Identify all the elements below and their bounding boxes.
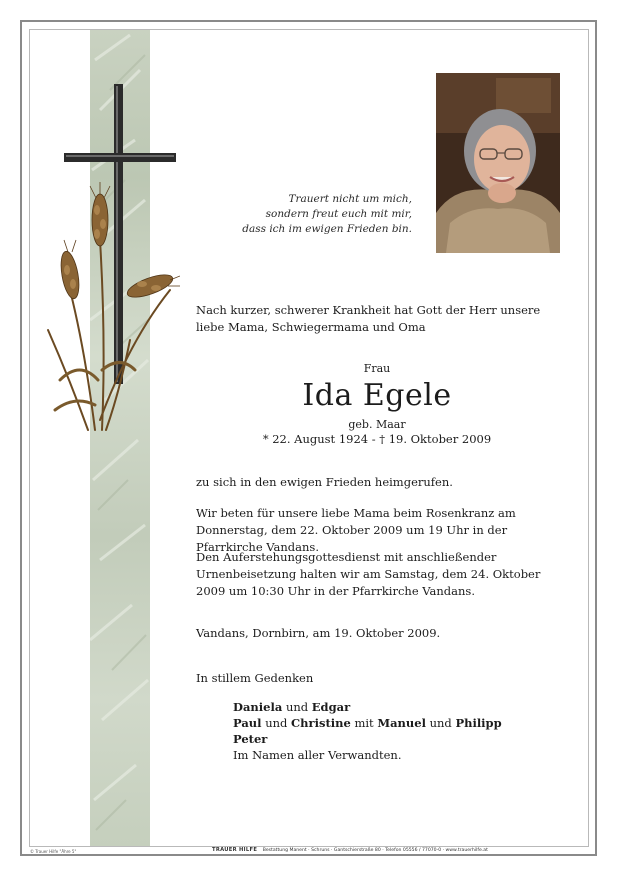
portrait-image [436, 73, 560, 253]
mourner-line [233, 731, 502, 747]
rosary-text: Wir beten für unsere liebe Mama beim Rosenkranz am Donnerstag, dem 22. Oktober 2009 um 19 Uhr in der Pfarrkirche Vandans. [196, 506, 516, 554]
mourner-name: Manuel [377, 716, 426, 730]
service-text: Den Auferstehungsgottesdienst mit anschließender Urnenbeisetzung halten wir am Samstag, dem 24. Oktober 2009 um 10:30 Uhr in der Pfarrkirche Vandans. [196, 550, 541, 598]
deceased-name: Ida Egele [302, 378, 452, 413]
verse-line: Trauert nicht um mich, [288, 193, 412, 205]
place-date-text: Vandans, Dornbirn, am 19. Oktober 2009. [196, 626, 441, 640]
closing-text: In stillem Gedenken [196, 671, 314, 685]
footer-details: Bestattung Manent · Schruns · Gantschierstraße 80 · Telefon 05556 / 77070-0 · www.trauerhilfe.at [262, 848, 488, 853]
mourner-name: Christine [291, 716, 351, 730]
mourner-name: Edgar [311, 700, 351, 714]
intro-text: Nach kurzer, schwerer Krankheit hat Gott der Herr unsere liebe Mama, Schwiegermama und Oma [196, 303, 541, 334]
called-home-text: zu sich in den ewigen Frieden heimgerufen. [196, 475, 453, 489]
conjunction: mit [354, 716, 374, 730]
mourner-name: Daniela [233, 700, 283, 714]
portrait-photo [436, 73, 560, 253]
mourner-name: Peter [233, 732, 268, 746]
footer-brand: TRAUER HILFE [212, 847, 258, 853]
memorial-verse [192, 192, 412, 237]
relatives-line: Im Namen aller Verwandten. [233, 748, 402, 762]
verse-line: dass ich im ewigen Frieden bin. [242, 223, 412, 235]
mourner-line [233, 699, 502, 715]
salutation: Frau [363, 362, 391, 375]
wheat-ears-icon [40, 180, 180, 440]
mourners-list [233, 699, 502, 763]
life-dates: * 22. August 1924 - † 19. Oktober 2009 [262, 432, 492, 446]
conjunction: und [285, 700, 309, 714]
conjunction: und [265, 716, 288, 730]
footer-imprint [212, 847, 488, 853]
birth-name: geb. Maar [348, 418, 406, 431]
mourner-line [233, 715, 502, 731]
footer-copyright: © Trauer Hilfe "Ähre 5" [30, 849, 77, 854]
mourner-name: Paul [233, 716, 262, 730]
mourner-name: Philipp [455, 716, 502, 730]
conjunction: und [429, 716, 452, 730]
verse-line: sondern freut euch mit mir, [265, 208, 412, 220]
